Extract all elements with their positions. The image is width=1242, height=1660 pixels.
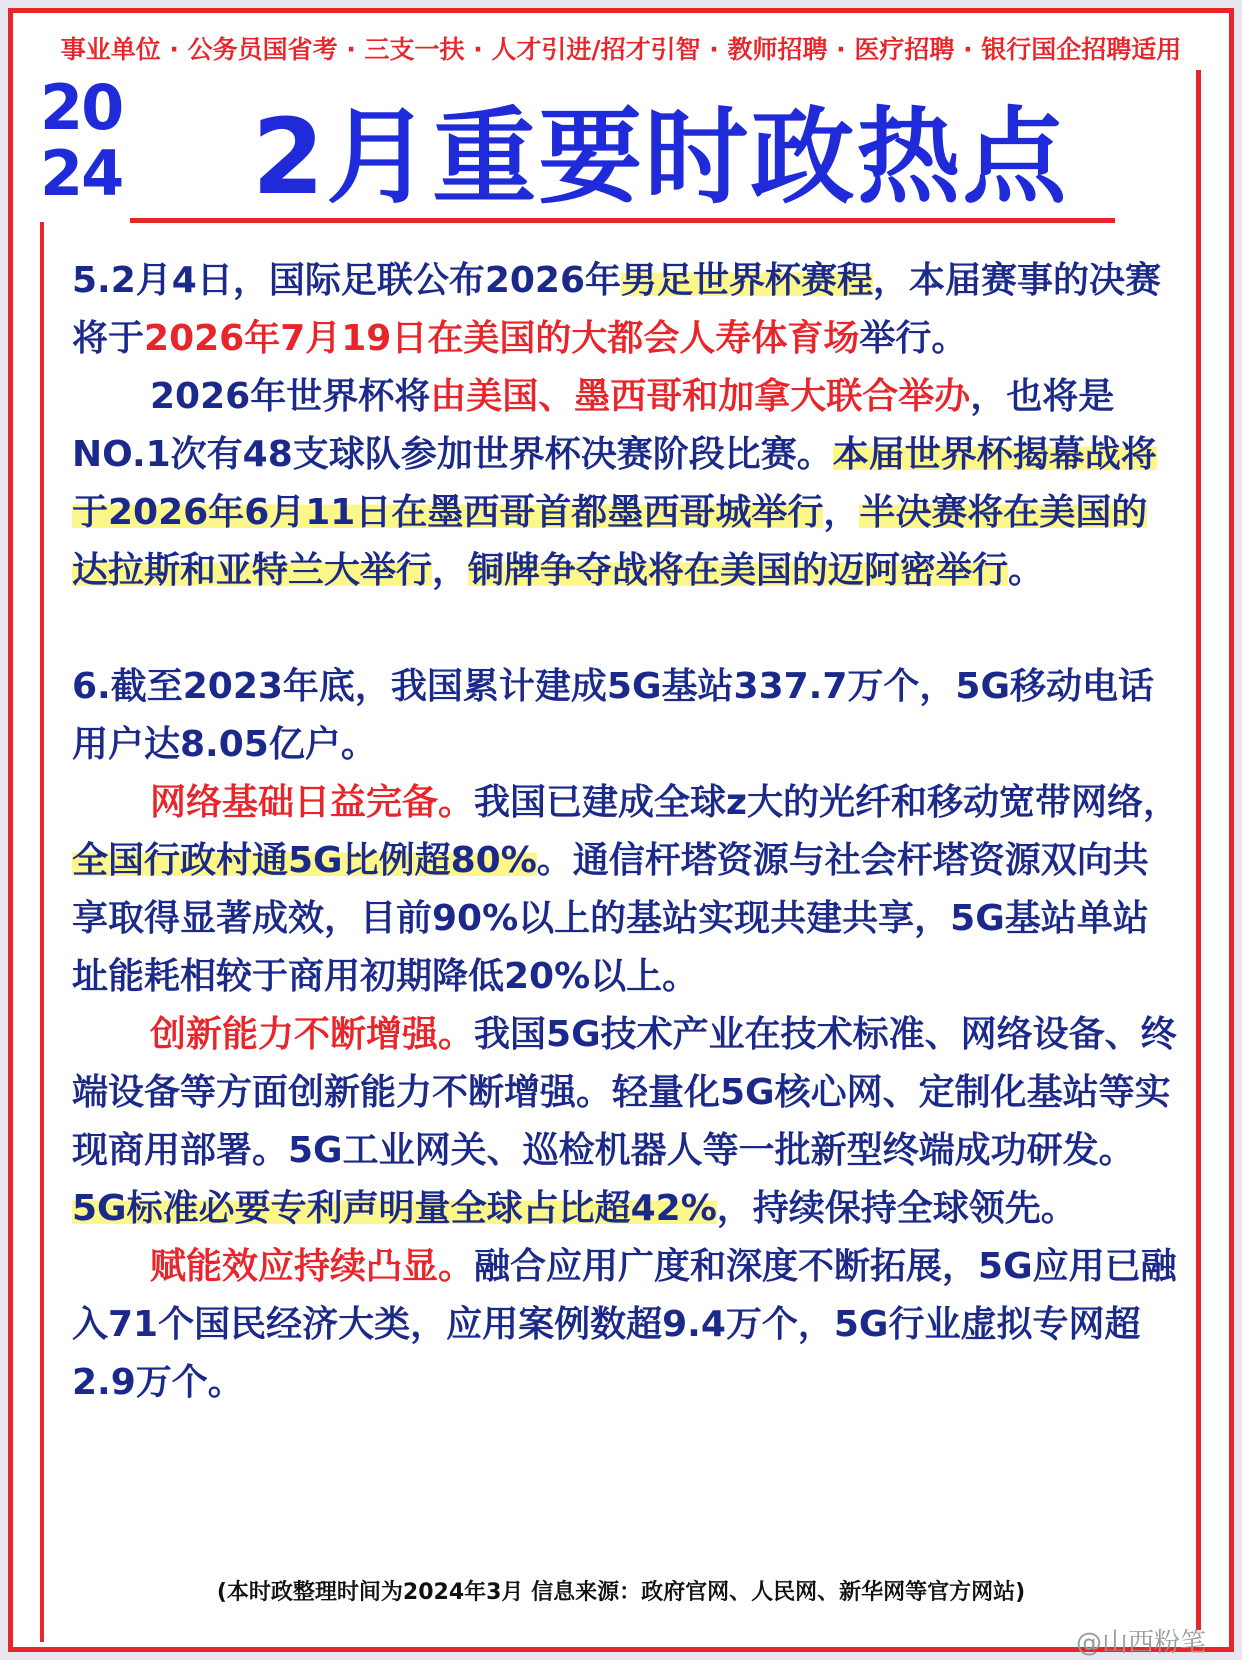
item5-paragraph1: 5.2月4日，国际足联公布2026年男足世界杯赛程，本届赛事的决赛将于2026年7月19日在美国的大都会人寿体育场举行。 (72, 260, 1162, 359)
item5-paragraph2: 2026年世界杯将由美国、墨西哥和加拿大联合举办，也将是NO.1次有48支球队参加世界杯决赛阶段比赛。本届世界杯揭幕战将于2026年6月11日在墨西哥首都墨西哥城举行，半决赛将在美国的达拉斯和亚特兰大举行，铜牌争夺战将在美国的迈阿密举行。 (72, 376, 1157, 591)
year-badge (40, 71, 140, 210)
watermark-text: @山西粉笔 (1075, 1628, 1206, 1658)
year-top: 20 (40, 71, 123, 144)
section-gap (72, 600, 1182, 658)
item6-paragraph1: 6.截至2023年底，我国累计建成5G基站337.7万个，5G移动电话用户达8.05亿户。 (72, 666, 1154, 765)
exam-type-banner: 事业单位 · 公务员国省考 · 三支一扶 · 人才引进/招才引智 · 教师招聘 · 医疗招聘 · 银行国企招聘适用 (60, 35, 1182, 64)
title-underline (130, 218, 1115, 223)
item6-paragraph2: 网络基础日益完备。我国已建成全球z大的光纤和移动宽带网络，全国行政村通5G比例超80%。通信杆塔资源与社会杆塔资源双向共享取得显著成效，目前90%以上的基站实现共建共享，5G基站单站址能耗相较于商用初期降低20%以上。 (72, 782, 1179, 997)
page-title: 2月重要时政热点 (252, 96, 1069, 218)
left-border (40, 222, 44, 1642)
source-footnote: (本时政整理时间为2024年3月 信息来源：政府官网、人民网、新华网等官方网站) (216, 1580, 1026, 1605)
article-body (72, 252, 1182, 1412)
item6-paragraph3: 创新能力不断增强。我国5G技术产业在技术标准、网络设备、终端设备等方面创新能力不断增强。轻量化5G核心网、定制化基站等实现商用部署。5G工业网关、巡检机器人等一批新型终端成功研发。5G标准必要专利声明量全球占比超42%，持续保持全球领先。 (72, 1014, 1177, 1229)
right-border (1196, 70, 1201, 1630)
item6-paragraph4: 赋能效应持续凸显。融合应用广度和深度不断拓展，5G应用已融入71个国民经济大类，应用案例数超9.4万个，5G行业虚拟专网超2.9万个。 (72, 1246, 1177, 1403)
year-bottom: 24 (40, 137, 123, 210)
